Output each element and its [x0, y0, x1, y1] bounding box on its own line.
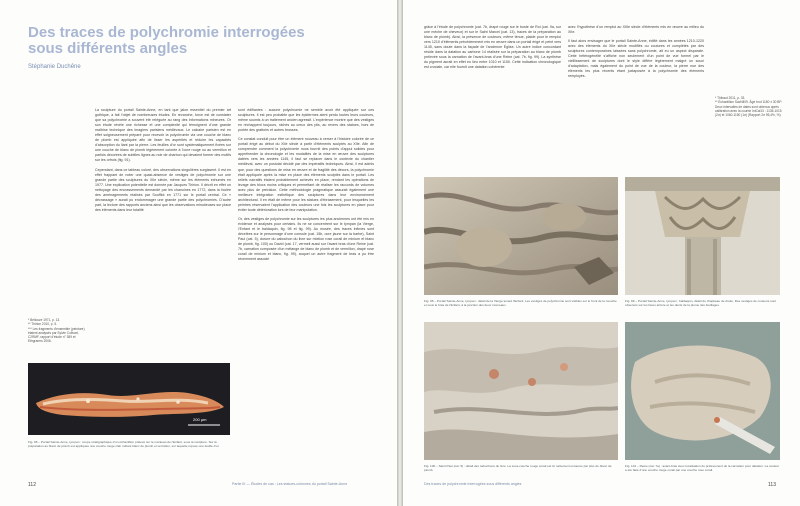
- figure-caption: Fig. 98 – Portail Sainte-Anne, tympan : détail de la Vierge tenant l’Enfant. Les vestiges de polychromie sont visibles sur le front de la mouche et sous le bras de l’Enfant, à la jonction des deux morceaux.: [424, 299, 617, 308]
- footnote: * Bellouze 1971, p. 13.: [28, 318, 61, 322]
- author-name: Stéphanie Duchêne: [28, 64, 81, 70]
- figure-caption: Fig. 99 – Portail Sainte-Anne, tympan : baldaquin, détail du chapiteau de droite. Des vestiges de couleurs sont observés sur les faces arrière et les dents de la plume des feuillages.: [625, 299, 776, 308]
- scale-bar-label: 200 µm: [193, 417, 207, 422]
- paragraph: grâce à l’étude de polychromie (cat. 7b, drapé rouge sur le buste de Roi (cat. 9a, sur une mèche de cheveux) et sur le Saint Marcel (cat. 13), traces de la préparation au blanc de plomb). Ainsi, la présence de couleurs, même ténue, plaide pour le remploi vers 1210 d’éléments précédemment mis en œuvre dans un portail érigé et peint vers 1145, sans doute dans la façade de l’ancienne Église. Un autre indice concordant réside dans la datation au carbone 14 réalisée sur la préparation au blanc de plomb prélevée sous la carnation de l’avant-bras d’une Reine (cat. 7b, fig. 99). La synthèse du pigment aurait en effet eu lieu entre 1010 et 1150. Cette indication chronologique est cruciale, car elle fournit une datation cohérente: [424, 25, 561, 70]
- chapter-title: Des traces de polychromie interrogées sous différents angles: [28, 24, 305, 57]
- page-number: 112: [28, 482, 36, 488]
- left-column-1: [95, 108, 231, 358]
- left-page: [0, 0, 397, 506]
- figure-caption: Fig. 95 – Portail Sainte-Anne, tympan : coupe stratigraphique d’un échantillon prélevé sur le manteau de l’Enfant, sous la sculpture. Sur la préparation au blanc de plomb est appliquée une couche rouge clair mêlant blanc de plomb et vermillon, sur laquelle repose une feuille d’or.: [28, 440, 220, 449]
- page-number: 113: [768, 482, 776, 488]
- right-page: [403, 0, 800, 506]
- paragraph: Or, des vestiges de polychromie sur les sculptures les plus anciennes ont été mis en évidence et analysés pour certains. Ils ne se concentrent sur le tympan (la Vierge, l’Enfant et le baldaquin, fig. 98 et fig. 99). Au musée, des traces infimes sont décelées sur le personnage d’une console (cat. 15b, ocre jaune sur la barbe), Saint Paul (cat. 5), dorure du cabochon du livre sur mixtion rose corail de minium et blanc de plomb, fig. 100) ou David (cat. 17, vermeil aussi sur l’avant bras d’une Reine (cat. 7b, carnation composée d’un mélange de blanc de plomb et de vermillon, drapé rose corail de minium et blanc, fig. 99), auquel un autre fragment de bras a pu être récemment associé: [238, 216, 374, 262]
- figure-caption: Fig. 101 – Reine (cat. 7a) : avant-bras avec localisation du prélèvement de la carnation pour datation. La couleur a été faite d’une couche rouge corail par une couche rose corail.: [625, 464, 780, 473]
- margin-notes: [715, 96, 787, 117]
- footnote: * Thibaut 2011, p. 33.: [715, 96, 746, 100]
- microscope-image: [28, 363, 230, 435]
- paragraph: Ce constat conduit pour être un élément nouveau à verser à l’histoire colorée de ce portail érigé au début du XIIe siècle à partir d’éléments sculptés au XIIe. Afin de comprendre comment la polychromie nous fournit des points d’appui solides pour appréhender la chronologie et les modalités de la mise en œuvre des sculptures datées vers les années 1145, il faut se replacer dans le contexte du chantier médiéval, avec un postulat décidé par des impératifs techniques. Ainsi, il est admis que, pour des questions de mise en œuvre et de fragilité des décors, la polychromie était appliquée après la mise en place des éléments sculptés dans le portail. Les reliefs narratifs étaient probablement achevés en place, rendant les opérations de levage des blocs moins critiques et permettant de réaliser les raccords de volumes avec plus de précision. Cette méthodologie pragmatique assurait également une meilleure intégration esthétique des sculptures dans leur environnement architectural. Il en était de même pour les statues d’ébrasement, pour lesquelles les peintres réservaient l’application des couleurs une fois les sculptures en place pour éviter toute détérioration lors de leur manipulation.: [238, 137, 374, 212]
- footnote: *** Les fragments d’ensemble (peinture) étaient analysés par Sylvie Colinart, C2RMF, rapport d’étude n° 389 et Ethgrarms 2006.: [28, 326, 85, 344]
- paragraph: Cependant, dans ce tableau coloré, des observations singulières surgissent. Il est en effet frappant de noter une quasi-absence de vestiges de polychromie sur une grande partie des sculptures du XIIe siècle, même sur les éléments exhumés en 1977. Une explication potentielle est donnée par Jacques Thirion. Il décrit en effet un nettoyage des encrassements demandé par les chanoines en 1772, dans la foulée des aménagements réalisés par Soufflot en 1771 sur le portail central. Ce « décrassage » aurait pu endommager une grande partie des polychromies. D’autre part, la lecture des rapports anciens ainsi que les observations minutieuses sur place des éléments dans leur totalité: [95, 167, 231, 212]
- paragraph: sont édifiantes : aucune polychromie ne semble avoir été appliquée sur ces sculptures. Il est peu probable que les épidermes aient perdu toutes leurs couleurs, même soumis à un traitement ancien agressif. L’expérience montre que des vestiges en réchappent toujours, nichés au creux des plis, au revers des statues, hors de portée des grattoirs et autres brosses.: [238, 108, 374, 133]
- photo-capital-detail: [625, 177, 780, 295]
- photo-book-cabochons: [424, 322, 618, 460]
- running-footer: Partie III — Études de cas : Les statues-colonnes du portail Sainte-Anne: [232, 482, 348, 486]
- right-column-1: [424, 25, 561, 175]
- photo-forearm-sampling: [625, 322, 780, 460]
- photo-tympanum-detail: [424, 177, 618, 295]
- figure-caption: Fig. 100 – Saint Paul (cat. 5) : détail des cabochons du livre. La sous-couche rouge corail est ici nettement entourée par plus de blanc de plomb.: [424, 464, 612, 473]
- running-footer: Des traces de polychromie interrogées sous différents angles: [424, 482, 522, 486]
- right-column-2: [568, 25, 704, 175]
- left-column-2: [238, 108, 374, 473]
- paragraph: avec l’hypothèse d’un remploi au XIIIe siècle d’éléments mis en œuvre au milieu du XIIe.: [568, 25, 704, 35]
- margin-notes: [28, 318, 88, 344]
- footnote: ** Thirion 2010, p. 5.: [28, 322, 58, 327]
- paragraph: Il faut alors envisager que le portail Sainte-Anne, édifié dans les années 1210-1220 avec des éléments du XIIe siècle modifiés ou coutures et complétés par des sculptures contemporaines laissées sans polychromie, ait eu un aspect disparate. Cette hétérogénéité s’affiche non seulement d’un point de vue formel par le vieillissement de sculptures dont le style diffère légèrement malgré un souci d’adaptation, mais également du point de vue de la couleur, la pierre nue des éléments les plus récents étant juxtaposée à la polychromie des éléments remployés.: [568, 39, 704, 79]
- footnote: ** Échantillon SacNIl09. Âge brut 1180 ± 30 BP. Deux intervalles de dates sont obtenus après calibration avec la courbe IntCal13 : 1135-1015 (2σ) et 1060-1150 (1σ) (Rapport 2σ 95,4%, %).: [715, 100, 783, 118]
- paragraph: La sculpture du portail Sainte-Anne, en tant que jalon essentiel du premier art gothique, a fait l’objet de nombreuses études. En revanche, force est de constater que sa polychromie a souvent été reléguée au rang des informations mineures. Or son étude révèle une richesse et une complexité qui témoignent d’une grande maîtrise technique des imagiers parisiens médiévaux. Le calcaire parisien est en effet soigneusement préparé pour recevoir la polychromie via une couche de blanc de plomb est appliquée afin de lisser les aspérités et réduire les capacités d’absorption du liant par la pierre. Les feuilles d’or sont systématiquement fixées sur une couche de blanc de plomb légèrement colorée à l’ocre rouge ou au vermillon et parfois décorées de subtiles lignes au noir de charbon qui devaient former des motifs sur les orfrois (fig. 91).: [95, 108, 231, 163]
